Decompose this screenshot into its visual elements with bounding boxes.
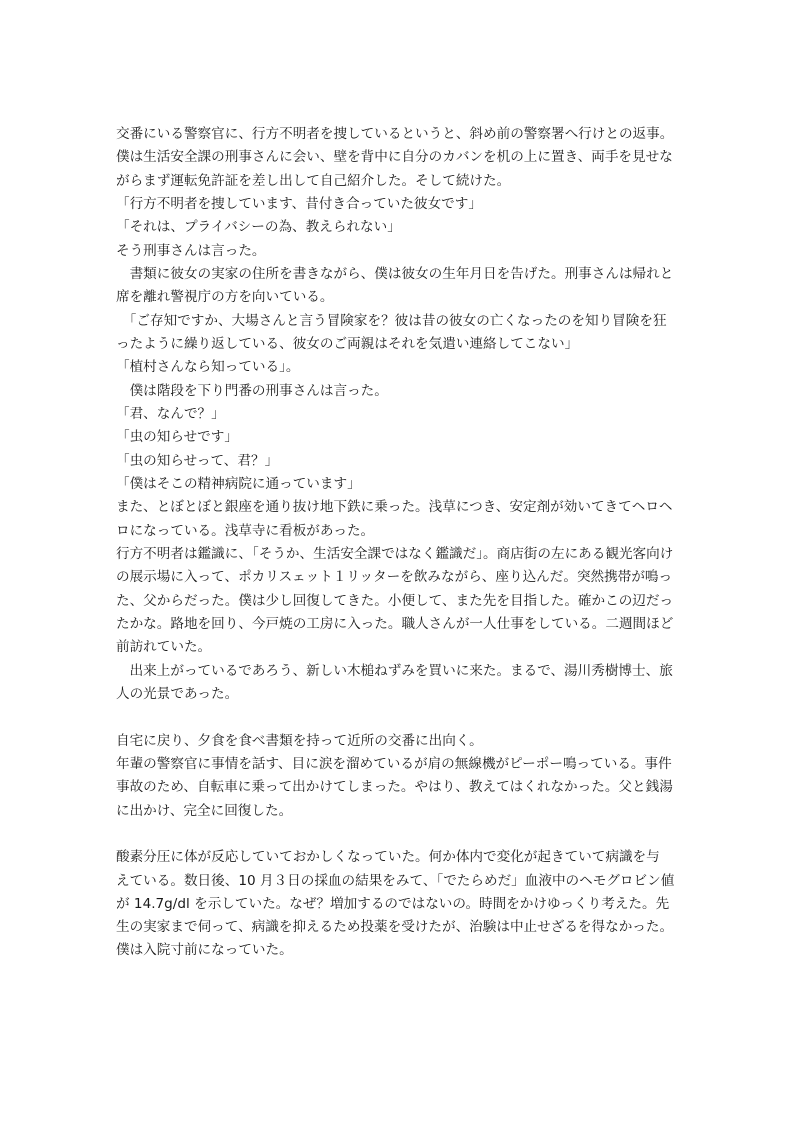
text-line: また、とぼとぼと銀座を通り抜け地下鉄に乗った。浅草につき、安定剤が効いてきてヘロヘ <box>116 499 673 516</box>
document-body <box>116 123 682 963</box>
text-line: 前訪れていた。 <box>116 639 212 656</box>
text-line: 行方不明者は鑑識に、「そうか、生活安全課ではなく鑑識だ」。商店街の左にある観光客向け <box>116 545 674 562</box>
text-line: えている。数日後、10 月３日の採血の結果をみて、「でたらめだ」血液中のヘモグロビン値 <box>116 872 675 889</box>
text-line: 書類に彼女の実家の住所を書きながら、僕は彼女の生年月日を告げた。刑事さんは帰れと <box>116 265 674 282</box>
text-line: 僕は生活安全課の刑事さんに会い、壁を背中に自分のカバンを机の上に置き、両手を見せな <box>116 149 673 166</box>
paragraph-spacer <box>116 706 682 729</box>
text-line: 「植村さんなら知っている」。 <box>116 359 300 376</box>
text-line: 「虫の知らせです」 <box>116 429 238 446</box>
text-line: た、父からだった。僕は少し回復してきた。小便して、また先を目指した。確かこの辺だっ <box>116 592 674 609</box>
text-line: 交番にいる警察官に、行方不明者を捜しているというと、斜め前の警察署へ行けとの返事。 <box>116 126 674 142</box>
text-line: がらまず運転免許証を差し出して自己紹介した。そして続けた。 <box>116 172 511 189</box>
text-line: の展示場に入って、ポカリスェット１リッターを飲みながら、座り込んだ。突然携帯が鳴っ <box>116 569 673 586</box>
paragraph-spacer <box>116 823 682 846</box>
text-line: ロになっている。浅草寺に看板があった。 <box>116 522 375 539</box>
text-line: 出来上がっているであろう、新しい木槌ねずみを買いに来た。まるで、湯川秀樹博士、旅 <box>116 662 673 679</box>
text-line: 「ご存知ですか、大場さんと言う冒険家を？彼は昔の彼女の亡くなったのを知り冒険を狂 <box>116 312 667 329</box>
text-line: 自宅に戻り、夕食を食べ書類を持って近所の交番に出向く。 <box>116 732 483 749</box>
text-line: 「僕はそこの精神病院に通っています」 <box>116 475 361 492</box>
text-line: 「虫の知らせって、君？」 <box>116 452 279 469</box>
text-line: 「行方不明者を捜しています、昔付き合っていた彼女です」 <box>116 195 482 212</box>
text-line: に出かけ、完全に回復した。 <box>116 802 293 819</box>
text-line: 僕は入院寸前になっていた。 <box>116 942 293 959</box>
text-line: が 14.7g/dl を示していた。なぜ？増加するのではないの。時間をかけゆっくり考えた。先 <box>116 895 670 912</box>
text-line: 「君、なんで？」 <box>116 405 225 422</box>
text-line: 年輩の警察官に事情を話す、目に涙を溜めているが肩の無線機がピーポー鳴っている。事件 <box>116 755 672 772</box>
text-line: 事故のため、自転車に乗って出かけてしまった。やはり、教えてはくれなかった。父と銭湯 <box>116 779 673 796</box>
text-line: ったように繰り返している、彼女のご両親はそれを気遣い連絡してこない」 <box>116 335 579 352</box>
text-line: たかな。路地を回り、今戸焼の工房に入った。職人さんが一人仕事をしている。二週間ほど <box>116 615 674 632</box>
text-line: 「それは、プライバシーの為、教えられない」 <box>116 219 401 236</box>
text-line: 席を離れ警視庁の方を向いている。 <box>116 289 334 306</box>
text-line: 僕は階段を下り門番の刑事さんは言った。 <box>116 382 388 399</box>
text-line: 人の光景であった。 <box>116 685 239 702</box>
text-line: 生の実家まで伺って、病識を抑えるため投薬を受けたが、治験は中止せざるを得なかった。 <box>116 919 674 936</box>
text-line: 酸素分圧に体が反応していておかしくなっていた。何か体内で変化が起きていて病識を与 <box>116 849 660 866</box>
text-line: そう刑事さんは言った。 <box>116 242 266 259</box>
